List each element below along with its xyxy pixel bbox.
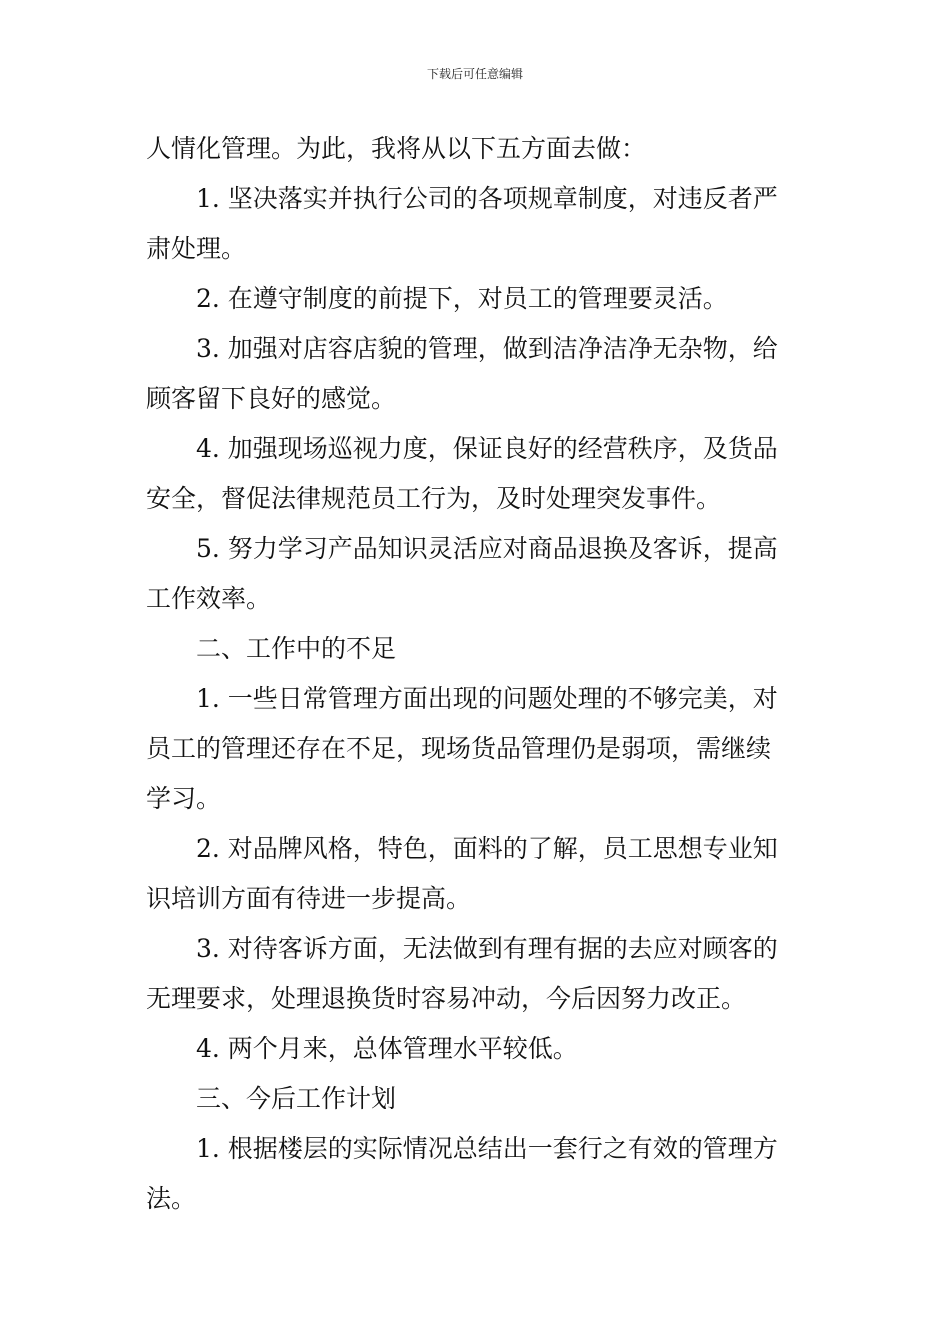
section-heading: 三、今后工作计划 [196, 1084, 397, 1113]
text-line: 安全，督促法律规范员工行为，及时处理突发事件。 [146, 484, 722, 513]
text-line: 无理要求，处理退换货时容易冲动，今后因努力改正。 [146, 984, 747, 1013]
text-line: 肃处理。 [146, 234, 247, 263]
section-heading: 二、工作中的不足 [196, 634, 397, 663]
text-line: 2. 在遵守制度的前提下，对员工的管理要灵活。 [196, 284, 728, 313]
text-line: 4. 加强现场巡视力度，保证良好的经营秩序，及货品 [196, 434, 778, 463]
text-line: 识培训方面有待进一步提高。 [146, 884, 472, 913]
text-line: 法。 [146, 1184, 197, 1213]
text-line: 3. 对待客诉方面，无法做到有理有据的去应对顾客的 [196, 934, 778, 963]
text-line: 4. 两个月来，总体管理水平较低。 [196, 1034, 578, 1063]
text-line: 1. 根据楼层的实际情况总结出一套行之有效的管理方 [196, 1134, 778, 1163]
text-line: 人情化管理。为此，我将从以下五方面去做： [146, 134, 647, 163]
text-line: 2. 对品牌风格，特色，面料的了解，员工思想专业知 [196, 834, 778, 863]
text-line: 1. 坚决落实并执行公司的各项规章制度，对违反者严 [196, 184, 778, 213]
page-header: 下载后可任意编辑 [426, 67, 523, 81]
text-line: 顾客留下良好的感觉。 [146, 384, 397, 413]
text-line: 工作效率。 [146, 584, 272, 613]
text-line: 3. 加强对店容店貌的管理，做到洁净洁净无杂物，给 [196, 334, 778, 363]
document-body [146, 124, 810, 1224]
text-line: 1. 一些日常管理方面出现的问题处理的不够完美，对 [196, 684, 778, 713]
text-line: 员工的管理还存在不足，现场货品管理仍是弱项，需继续 [146, 734, 772, 763]
text-line: 学习。 [146, 784, 222, 813]
text-line: 5. 努力学习产品知识灵活应对商品退换及客诉，提高 [196, 534, 778, 563]
